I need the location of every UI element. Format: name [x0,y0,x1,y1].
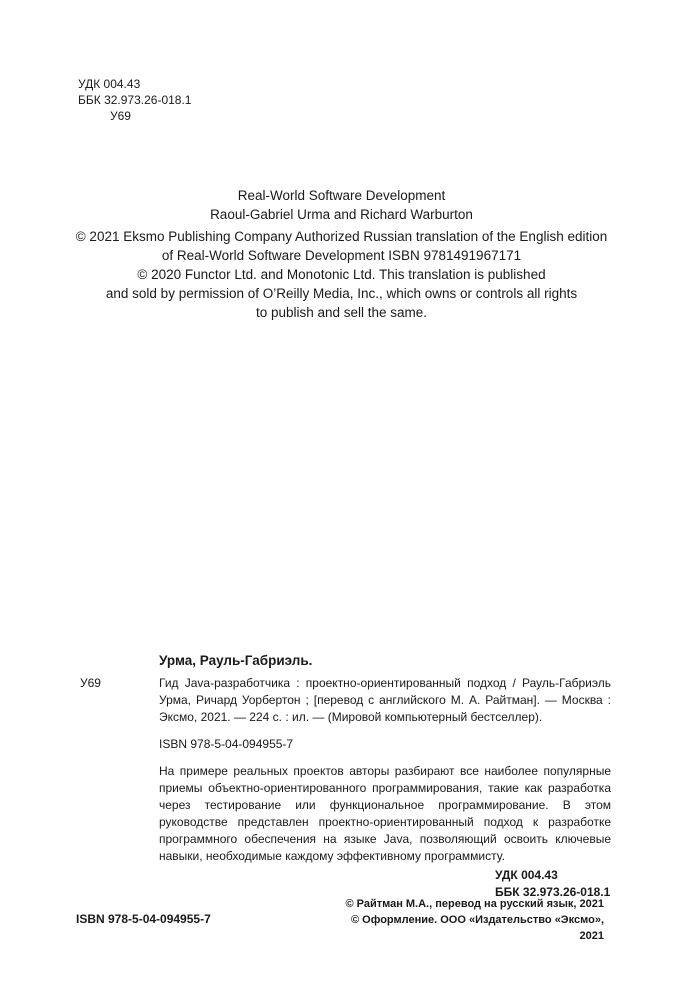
catalog-entry-text: Гид Java-разработчика : проектно-ориентированный подход / Рауль-Габриэль Урма, Ричард Уорбертон ; [перевод с английского М. А. Райтман]. — Москва : Эксмо, 2021. — 224 с. : ил. — (Мировой компьютерный бестселлер). [159,676,611,724]
catalog-entry-code: У69 [80,676,101,690]
original-authors: Raoul-Gabriel Urma and Richard Warburton [210,207,473,222]
english-credits [40,186,643,322]
bbk-code: ББК 32.973.26-018.1 [78,93,192,107]
footer-copyrights [336,896,604,944]
copyright-line: © 2021 Eksmo Publishing Company Authorized Russian translation of the English edition [75,229,608,244]
catalog-isbn: ISBN 978-5-04-094955-7 [159,737,294,751]
catalog-bbk-right: ББК 32.973.26-018.1 [495,885,611,899]
catalog-entry [80,675,640,726]
classification-block [78,76,191,124]
catalog-author-heading: Урма, Рауль-Габриэль. [159,653,313,668]
copyright-line: to publish and sell the same. [255,305,428,320]
catalog-udk-right: УДК 004.43 [495,868,558,882]
original-title: Real-World Software Development [237,188,446,203]
catalog-record [80,652,640,901]
copyright-line: © 2020 Functor Ltd. and Monotonic Ltd. This translation is published [137,267,546,282]
copyright-line: and sold by permission of O’Reilly Media, Inc., which owns or controls all rights [105,286,578,301]
copyright-translation: © Райтман М.А., перевод на русский язык, 2021 [345,898,604,910]
footer-isbn: ISBN 978-5-04-094955-7 [76,912,211,926]
udk-code: УДК 004.43 [78,77,141,91]
author-mark: У69 [110,109,131,123]
catalog-abstract: На примере реальных проектов авторы разбирают все наиболее популярные приемы объектно-ориентированного программирования, такие как разработка через тестирование или функциональное программирование. В этом руководстве представлен проектно-ориентированный подход к разработке программного обеспечения на языке Java, позволяющий освоить ключевые навыки, необходимые каждому эффективному программисту. [159,764,611,863]
copyright-design: © Оформление. ООО «Издательство «Эксмо», 2021 [351,914,604,942]
copyright-line: of Real-World Software Development ISBN 9781491967171 [161,248,522,263]
